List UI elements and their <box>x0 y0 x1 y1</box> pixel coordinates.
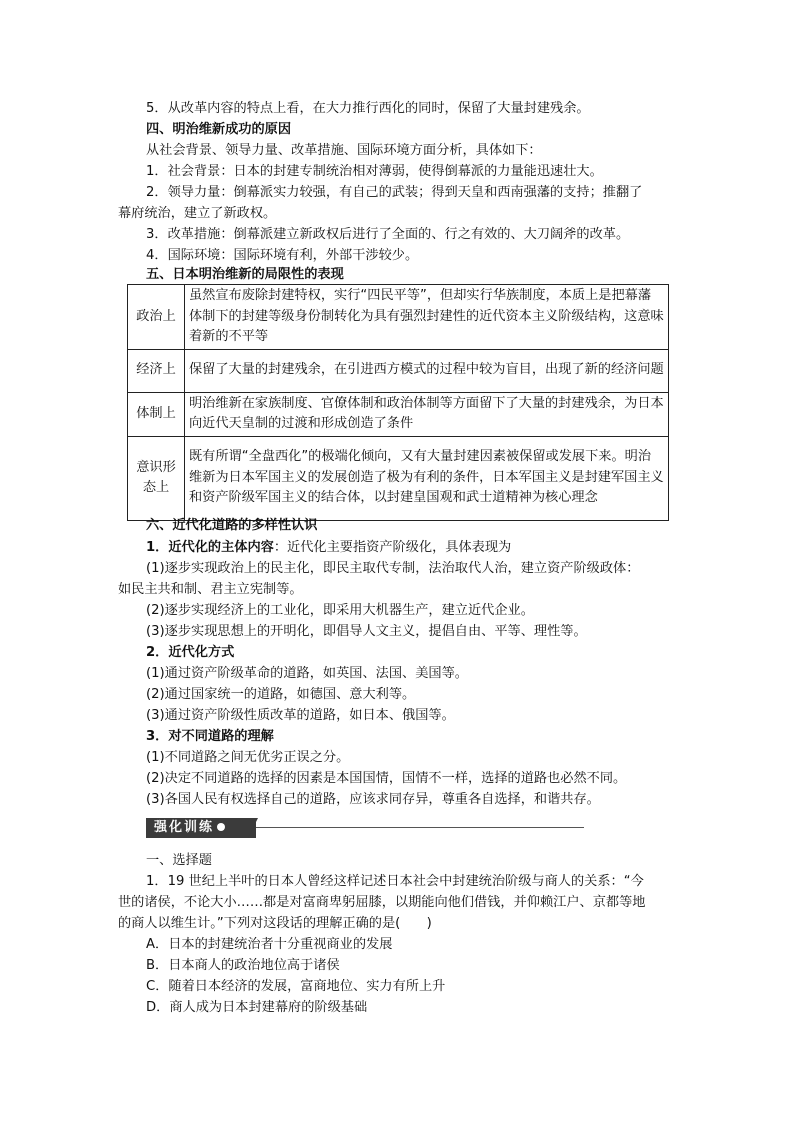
section-4-point-2-cont: 幕府统治，建立了新政权。 <box>118 206 277 221</box>
section-4-point-4: 4．国际环境：国际环境有利，外部干涉较少。 <box>146 248 419 263</box>
limitations-table <box>127 284 669 521</box>
section-6-sub-2: 2．近代化方式 <box>146 645 235 660</box>
sub-1-text: ：近代化主要指资产阶级化，具体表现为 <box>273 540 512 555</box>
section-6-item-1-2: (2)逐步实现经济上的工业化，即采用大机器生产，建立近代企业。 <box>146 603 534 618</box>
section-6-sub-3: 3．对不同道路的理解 <box>146 729 274 744</box>
table-row <box>128 349 669 392</box>
row-key: 经济上 <box>128 349 185 392</box>
banner-notch <box>248 818 258 838</box>
row-key: 政治上 <box>128 285 185 350</box>
banner-label: 强化训练 <box>154 820 215 835</box>
table-row <box>128 392 669 436</box>
option-c: C．随着日本经济的发展，富商地位、实力有所上升 <box>146 979 446 994</box>
row-key: 意识形态上 <box>128 436 185 520</box>
question-1-line-3: 的商人以维生计。”下列对这段话的理解正确的是( ) <box>118 916 432 931</box>
row-text: 保留了大量的封建残余，在引进西方模式的过程中较为盲目，出现了新的经济问题 <box>185 349 669 392</box>
section-4-point-1: 1．社会背景：日本的封建专制统治相对薄弱，使得倒幕派的力量能迅速壮大。 <box>146 164 603 179</box>
row-text: 虽然宣布废除封建特权，实行“四民平等”，但却实行华族制度，本质上是把幕藩体制下的封建等级身份制转化为具有强烈封建性的近代资本主义阶级结构，这意味着新的不平等 <box>185 285 669 350</box>
section-6-item-2-3: (3)通过资产阶级性质改革的道路，如日本、俄国等。 <box>146 708 455 723</box>
section-6-item-1-1-cont: 如民主共和制、君主立宪制等。 <box>118 582 303 597</box>
row-key: 体制上 <box>128 392 185 436</box>
section-6-item-3-3: (3)各国人民有权选择自己的道路，应该求同存异，尊重各自选择，和谐共存。 <box>146 792 600 807</box>
table-row <box>128 285 669 350</box>
section-4-intro: 从社会背景、领导力量、改革措施、国际环境方面分析，具体如下： <box>146 143 542 158</box>
section-6-item-1-3: (3)逐步实现思想上的开明化，即倡导人文主义，提倡自由、平等、理性等。 <box>146 624 587 639</box>
sub-1-title: 1．近代化的主体内容 <box>146 540 274 555</box>
banner-rule <box>256 827 584 828</box>
point-5: 5．从改革内容的特点上看，在大力推行西化的同时，保留了大量封建残余。 <box>146 101 590 116</box>
option-a: A．日本的封建统治者十分重视商业的发展 <box>146 937 393 952</box>
bullet-dot-icon <box>217 823 225 831</box>
option-d: D．商人成为日本封建幕府的阶级基础 <box>146 1000 368 1015</box>
section-5-heading: 五、日本明治维新的局限性的表现 <box>146 267 344 282</box>
section-4-point-2: 2．领导力量：倒幕派实力较强，有自己的武装；得到天皇和西南强藩的支持；推翻了 <box>146 185 643 200</box>
question-1-line-2: 世的诸侯，不论大小……都是对富商卑躬屈膝，以期能向他们借钱，并仰赖江户、京都等地 <box>118 895 646 910</box>
section-4-heading: 四、明治维新成功的原因 <box>146 122 292 137</box>
section-6-sub-1 <box>146 537 511 558</box>
exercise-heading: 一、选择题 <box>146 853 212 868</box>
section-6-item-3-1: (1)不同道路之间无优劣正误之分。 <box>146 750 350 765</box>
table-row <box>128 436 669 520</box>
section-6-item-2-2: (2)通过国家统一的道路，如德国、意大利等。 <box>146 687 416 702</box>
section-6-heading: 六、近代化道路的多样性认识 <box>146 518 318 533</box>
row-text: 既有所谓“全盘西化”的极端化倾向，又有大量封建因素被保留或发展下来。明治维新为日本军国主义的发展创造了极为有利的条件，日本军国主义是封建军国主义和资产阶级军国主义的结合体，以封建皇国观和武士道精神为核心理念 <box>185 436 669 520</box>
row-text: 明治维新在家族制度、官僚体制和政治体制等方面留下了大量的封建残余，为日本向近代天皇制的过渡和形成创造了条件 <box>185 392 669 436</box>
section-6-item-1-1: (1)逐步实现政治上的民主化，即民主取代专制，法治取代人治，建立资产阶级政体： <box>146 561 640 576</box>
section-6-item-2-1: (1)通过资产阶级革命的道路，如英国、法国、美国等。 <box>146 666 468 681</box>
question-1-line-1: 1．19 世纪上半叶的日本人曾经这样记述日本社会中封建统治阶级与商人的关系：“今 <box>146 874 644 889</box>
section-4-point-3: 3．改革措施：倒幕派建立新政权后进行了全面的、行之有效的、大刀阔斧的改革。 <box>146 227 630 242</box>
banner-label-box <box>146 818 256 838</box>
option-b: B．日本商人的政治地位高于诸侯 <box>146 958 340 973</box>
section-6-item-3-2: (2)决定不同道路的选择的因素是本国国情，国情不一样，选择的道路也必然不同。 <box>146 771 627 786</box>
practice-banner <box>146 818 586 838</box>
